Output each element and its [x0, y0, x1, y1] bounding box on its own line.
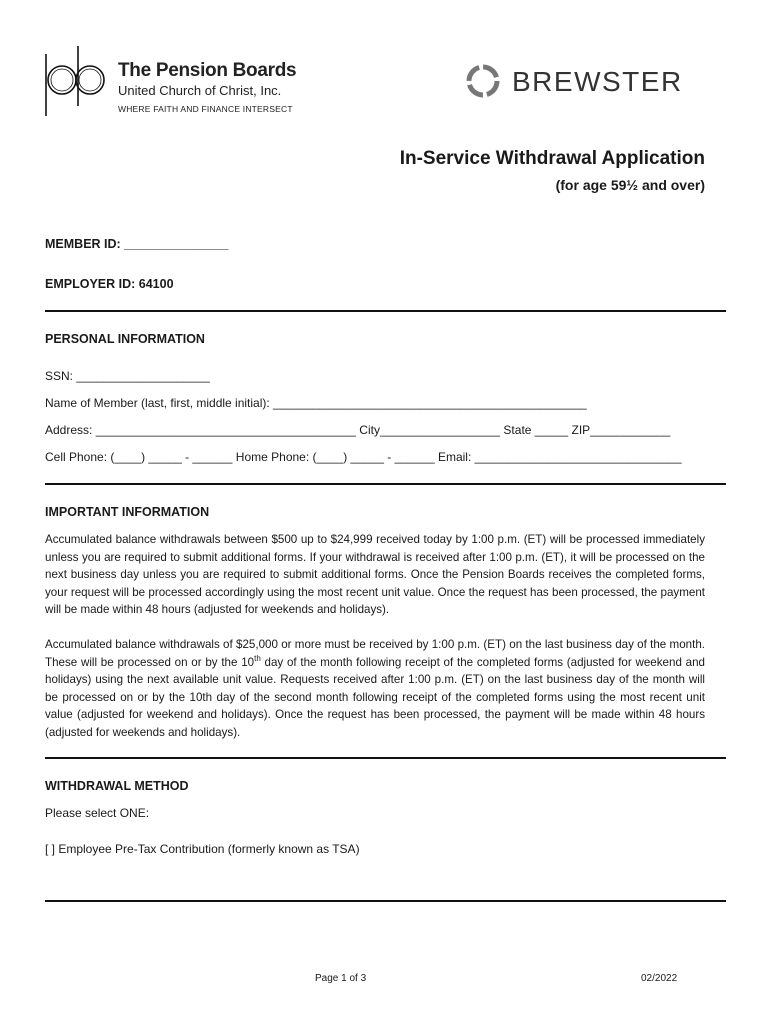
section-divider [45, 483, 726, 485]
ordinal-superscript: th [254, 653, 261, 663]
pension-boards-logo [40, 44, 300, 124]
page-title: In-Service Withdrawal Application [399, 148, 705, 169]
brewster-name: BREWSTER [512, 66, 683, 97]
member-name-field[interactable]: Name of Member (last, first, middle initial): _______________________________________________ [45, 396, 587, 410]
pension-boards-emblem-icon [40, 44, 112, 124]
employer-id-field: EMPLOYER ID: 64100 [45, 277, 174, 291]
pension-boards-name: The Pension Boards [118, 60, 297, 81]
section-divider [45, 900, 726, 902]
paragraph-2-text-a: Accumulated balance withdrawals of $25,000 or more must be received by 1:00 p.m. (ET) on the last business day of the month. These will be processed on or by the 10 [45, 638, 705, 669]
section-divider [45, 310, 726, 312]
withdrawal-method-heading: WITHDRAWAL METHOD [45, 779, 189, 793]
page-subtitle: (for age 59½ and over) [555, 177, 705, 193]
section-divider [45, 757, 726, 759]
personal-information-heading: PERSONAL INFORMATION [45, 332, 205, 346]
brewster-logo [466, 62, 683, 102]
pre-tax-contribution-checkbox[interactable]: [ ] Employee Pre-Tax Contribution (formerly known as TSA) [45, 842, 360, 856]
important-information-heading: IMPORTANT INFORMATION [45, 505, 210, 519]
form-date: 02/2022 [641, 973, 678, 984]
paragraph-2-text-b: day of the month following receipt of the completed forms (adjusted for weekend and holidays) using the next available unit value. Requests received after 1:00 p.m. (ET) on the last business day of the month will be processed on or by the 10th day of the second month following receipt of the completed forms using the most recent unit value (adjusted for weekend and holidays). Once the request has been processed, the payment will be made within 48 hours (adjusted for weekends and holidays). [45, 655, 705, 739]
address-field[interactable]: Address: _______________________________________ City__________________ State _____ ZIP____________ [45, 423, 671, 437]
important-info-paragraph-1: Accumulated balance withdrawals between $500 up to $24,999 received today by 1:00 p.m. (ET) will be processed immediately unless you are required to submit additional forms. If your withdrawal is received after 1:00 p.m. (ET), it will be processed on the next business day unless you are required to submit additional forms. Once the Pension Boards receives the completed forms, your request will be processed accordingly using the most recent unit value. Once the request has been processed, the payment will be made within 48 hours (adjusted for weekends and holidays). [45, 533, 705, 617]
withdrawal-instruction: Please select ONE: [45, 806, 150, 820]
ssn-field[interactable]: SSN: ____________________ [45, 369, 210, 383]
member-id-field[interactable]: MEMBER ID: _______________ [45, 237, 229, 251]
brewster-swirl-icon [466, 64, 500, 98]
page-number: Page 1 of 3 [315, 973, 367, 984]
pension-boards-tagline: WHERE FAITH AND FINANCE INTERSECT [118, 104, 293, 114]
pension-boards-subtitle: United Church of Christ, Inc. [118, 83, 282, 98]
phone-email-field[interactable]: Cell Phone: (____) _____ - ______ Home Phone: (____) _____ - ______ Email: _______________________________ [45, 450, 682, 464]
important-info-paragraph-2 [45, 636, 705, 742]
